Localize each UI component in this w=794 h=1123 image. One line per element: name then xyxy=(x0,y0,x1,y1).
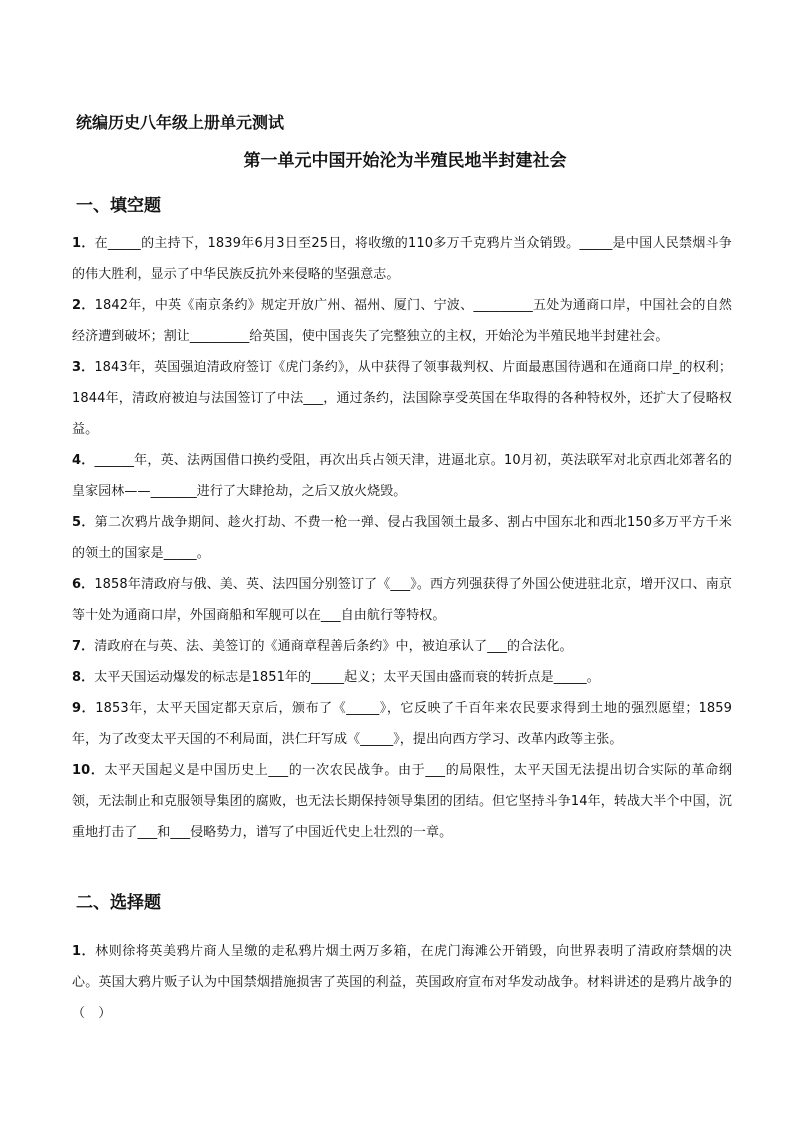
question-text: 1853年，太平天国定都天京后，颁布了《_____》，它反映了千百年来农民要求得到土地的强烈愿望；1859年，为了改变太平天国的不利局面，洪仁玕写成《_____》，提出向西方学习、改革内政等主张。 xyxy=(72,701,733,747)
question-number: 1． xyxy=(72,944,96,959)
question-text: 1843年，英国强迫清政府签订《虎门条约》，从中获得了领事裁判权、片面最惠国待遇和在通商口岸_的权利；1844年，清政府被迫与法国签订了中法___，通过条约，法国除享受英国在华取得的各种特权外，还扩大了侵略权益。 xyxy=(72,360,732,437)
section-heading-fill-in: 一、填空题 xyxy=(76,196,161,216)
question-item xyxy=(72,352,732,445)
question-item xyxy=(72,662,732,693)
question-number: 3． xyxy=(72,360,95,375)
question-text: 太平天国运动爆发的标志是1851年的_____起义；太平天国由盛而衰的转折点是_____。 xyxy=(94,670,600,685)
question-text: 在_____的主持下，1839年6月3日至25日，将收缴的110多万千克鸦片当众销毁。_____是中国人民禁烟斗争的伟大胜利，显示了中华民族反抗外来侵略的坚强意志。 xyxy=(72,236,733,282)
question-item xyxy=(72,936,732,1029)
multiple-choice-question-list xyxy=(72,936,732,1029)
question-item xyxy=(72,228,732,290)
question-number: 4． xyxy=(72,453,95,468)
question-number: 8． xyxy=(72,670,95,685)
question-item xyxy=(72,445,732,507)
question-number: 6． xyxy=(72,577,95,592)
document-title: 统编历史八年级上册单元测试 xyxy=(76,113,285,132)
question-item xyxy=(72,631,732,662)
fill-in-question-list xyxy=(72,228,732,848)
question-text: 第二次鸦片战争期间、趁火打劫、不费一枪一弹、侵占我国领土最多、割占中国东北和西北150多万平方千米的领土的国家是_____。 xyxy=(72,515,732,561)
question-text: 太平天国起义是中国历史上___的一次农民战争。由于___的局限性，太平天国无法提出切合实际的革命纲领，无法制止和克服领导集团的腐败，也无法长期保持领导集团的团结。但它坚持斗争14年，转战大半个中国，沉重地打击了___和___侵略势力，谱写了中国近代史上壮烈的一章。 xyxy=(72,763,732,840)
question-item xyxy=(72,693,732,755)
question-number: 1． xyxy=(72,236,95,251)
question-number: 2． xyxy=(72,298,95,313)
question-text: 1842年，中英《南京条约》规定开放广州、福州、厦门、宁波、_________五处为通商口岸，中国社会的自然经济遭到破坏；割让_________给英国，使中国丧失了完整独立的主权，开始沦为半殖民地半封建社会。 xyxy=(72,298,733,344)
question-number: 10． xyxy=(72,763,105,778)
section-heading-multiple-choice: 二、选择题 xyxy=(76,893,161,913)
document-subtitle: 第一单元中国开始沦为半殖民地半封建社会 xyxy=(243,151,567,171)
question-item xyxy=(72,507,732,569)
question-item xyxy=(72,290,732,352)
question-number: 9． xyxy=(72,701,96,716)
question-text: 1858年清政府与俄、美、英、法四国分别签订了《___》。西方列强获得了外国公使进驻北京，增开汉口、南京等十处为通商口岸，外国商船和军舰可以在___自由航行等特权。 xyxy=(72,577,732,623)
question-number: 5． xyxy=(72,515,95,530)
question-item xyxy=(72,755,732,848)
question-text: 林则徐将英美鸦片商人呈缴的走私鸦片烟土两万多箱，在虎门海滩公开销毁，向世界表明了清政府禁烟的决心。英国大鸦片贩子认为中国禁烟措施损害了英国的利益，英国政府宣布对华发动战争。材料讲述的是鸦片战争的（ ） xyxy=(72,944,733,1021)
question-item xyxy=(72,569,732,631)
question-text: 清政府在与英、法、美签订的《通商章程善后条约》中，被迫承认了___的合法化。 xyxy=(94,639,573,654)
question-text: ______年，英、法两国借口换约受阻，再次出兵占领天津，进逼北京。10月初，英法联军对北京西北郊著名的皇家园林——_______进行了大肆抢劫，之后又放火烧毁。 xyxy=(72,453,732,499)
question-number: 7． xyxy=(72,639,95,654)
